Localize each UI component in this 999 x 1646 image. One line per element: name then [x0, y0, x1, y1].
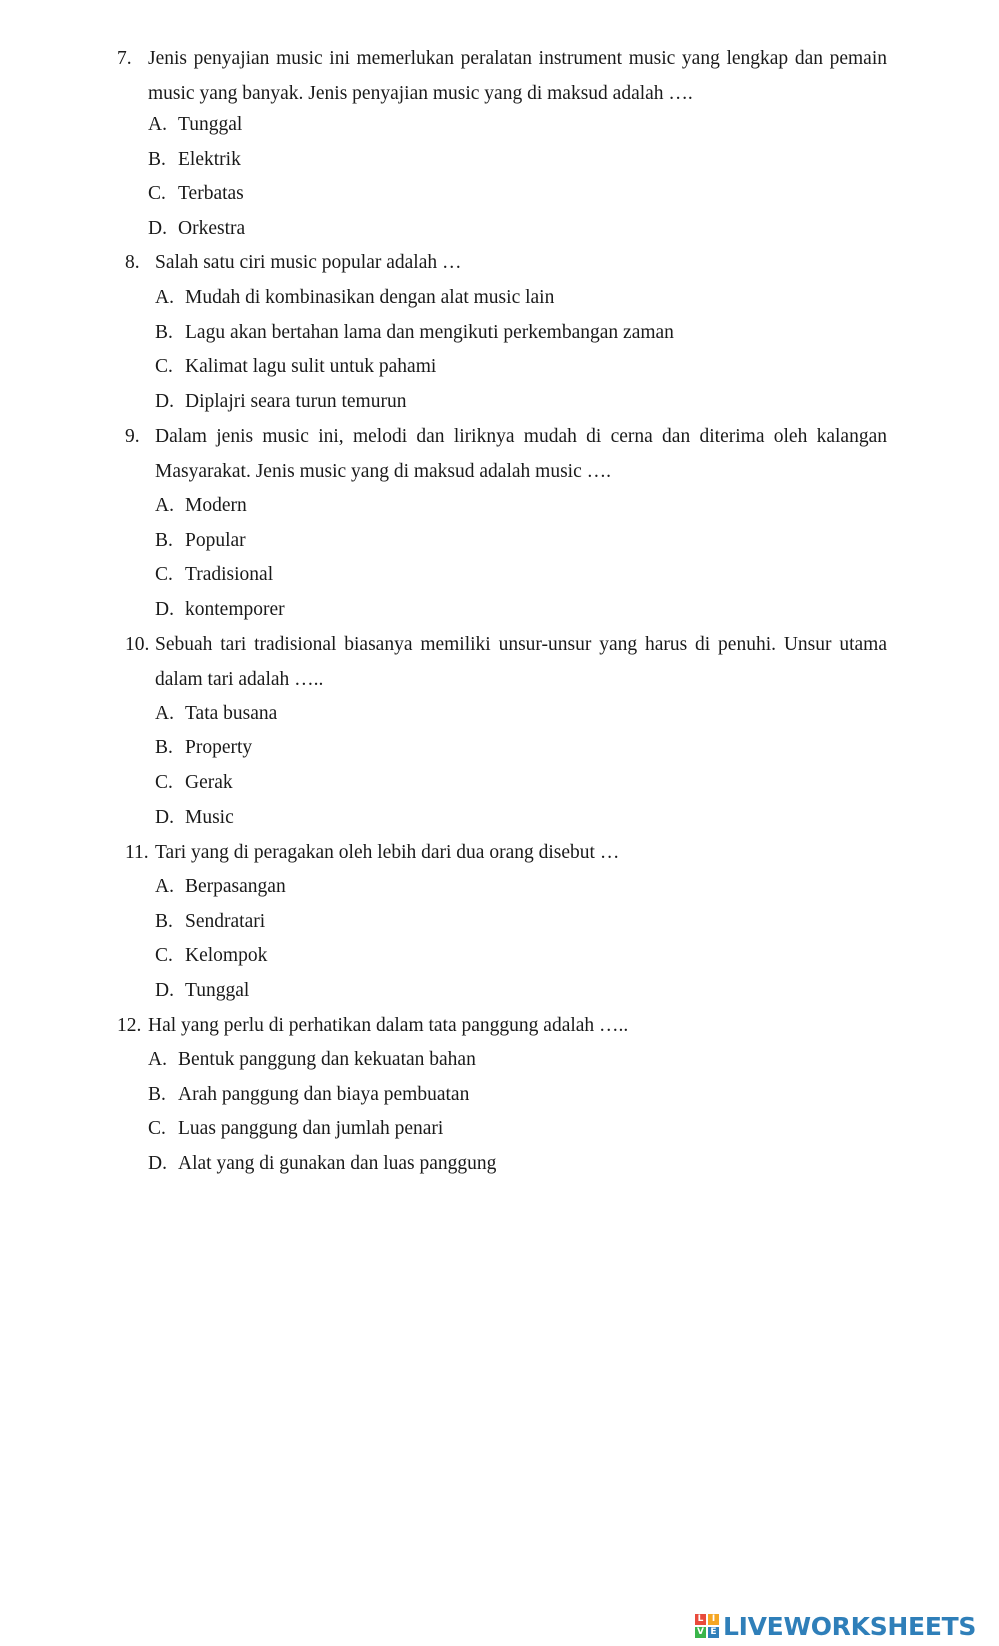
option-8a[interactable]: A. Mudah di kombinasikan dengan alat music lain	[155, 287, 555, 308]
option-9a[interactable]: A. Modern	[155, 495, 247, 516]
option-7c[interactable]: C. Terbatas	[148, 183, 244, 204]
question-8	[125, 246, 887, 281]
option-8c[interactable]: C. Kalimat lagu sulit untuk pahami	[155, 356, 437, 377]
question-10	[125, 628, 887, 697]
question-12	[117, 1009, 887, 1044]
option-12a[interactable]: A. Bentuk panggung dan kekuatan bahan	[148, 1049, 476, 1070]
question-text: Dalam jenis music ini, melodi dan liriknya mudah di cerna dan diterima oleh kalangan Masyarakat. Jenis music yang di maksud adalah music ….	[155, 426, 887, 482]
liveworksheets-wordmark: LIVEWORKSHEETS	[723, 1611, 977, 1641]
option-9d[interactable]: D. kontemporer	[155, 599, 285, 620]
question-number: 9.	[125, 426, 140, 447]
mark-letter: L	[695, 1614, 706, 1625]
option-11a[interactable]: A. Berpasangan	[155, 876, 286, 897]
option-8d[interactable]: D. Diplajri seara turun temurun	[155, 391, 407, 412]
question-text: Salah satu ciri music popular adalah …	[155, 252, 462, 273]
option-10a[interactable]: A. Tata busana	[155, 703, 278, 724]
question-9	[125, 420, 887, 489]
option-9c[interactable]: C. Tradisional	[155, 564, 274, 585]
option-10c[interactable]: C. Gerak	[155, 772, 233, 793]
option-9b[interactable]: B. Popular	[155, 530, 246, 551]
liveworksheets-logo	[695, 1608, 976, 1644]
option-12c[interactable]: C. Luas panggung dan jumlah penari	[148, 1118, 444, 1139]
question-text: Jenis penyajian music ini memerlukan peralatan instrument music yang lengkap dan pemain music yang banyak. Jenis penyajian music yang di maksud adalah ….	[148, 48, 887, 104]
question-number: 11.	[125, 842, 149, 863]
option-10d[interactable]: D. Music	[155, 807, 234, 828]
mark-letter: I	[708, 1614, 719, 1625]
option-12d[interactable]: D. Alat yang di gunakan dan luas panggung	[148, 1153, 497, 1174]
question-11	[125, 836, 887, 871]
mark-letter: V	[695, 1627, 706, 1638]
option-12b[interactable]: B. Arah panggung dan biaya pembuatan	[148, 1084, 470, 1105]
option-10b[interactable]: B. Property	[155, 737, 253, 758]
question-text: Sebuah tari tradisional biasanya memiliki unsur-unsur yang harus di penuhi. Unsur utama dalam tari adalah …..	[155, 634, 887, 690]
option-7a[interactable]: A. Tunggal	[148, 114, 243, 135]
option-11c[interactable]: C. Kelompok	[155, 945, 268, 966]
question-number: 7.	[117, 48, 132, 69]
question-number: 10.	[125, 634, 150, 655]
option-11d[interactable]: D. Tunggal	[155, 980, 250, 1001]
option-7b[interactable]: B. Elektrik	[148, 149, 241, 170]
option-7d[interactable]: D. Orkestra	[148, 218, 246, 239]
question-number: 8.	[125, 252, 140, 273]
option-8b[interactable]: B. Lagu akan bertahan lama dan mengikuti perkembangan zaman	[155, 322, 674, 343]
liveworksheets-mark-icon	[695, 1614, 719, 1638]
question-number: 12.	[117, 1015, 142, 1036]
question-text: Tari yang di peragakan oleh lebih dari dua orang disebut …	[155, 842, 620, 863]
question-text: Hal yang perlu di perhatikan dalam tata panggung adalah …..	[148, 1015, 629, 1036]
mark-letter: E	[708, 1627, 719, 1638]
option-11b[interactable]: B. Sendratari	[155, 911, 266, 932]
question-7	[117, 42, 887, 111]
